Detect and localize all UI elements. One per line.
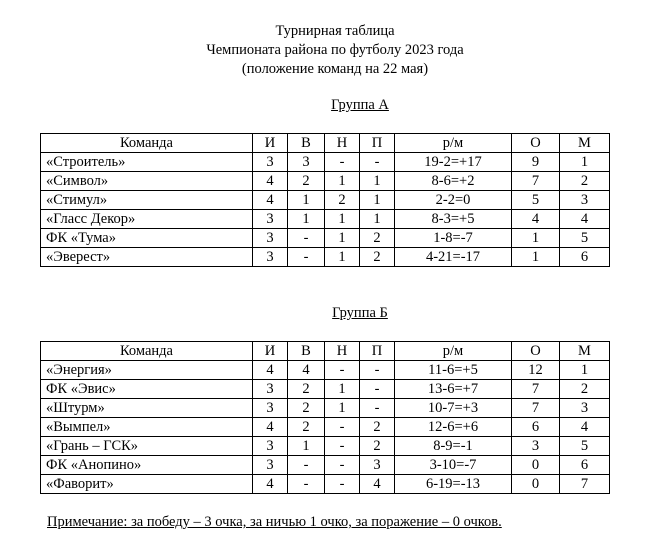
draws-cell: - <box>325 153 360 172</box>
table-row <box>41 380 610 399</box>
place-cell: 1 <box>560 153 610 172</box>
goals-cell: 19-2=+17 <box>395 153 512 172</box>
points-cell: 5 <box>512 191 560 210</box>
col-games: И <box>253 134 288 153</box>
games-cell: 3 <box>253 399 288 418</box>
wins-cell: 2 <box>288 172 325 191</box>
table-row <box>41 399 610 418</box>
place-cell: 1 <box>560 361 610 380</box>
col-goals: р/м <box>395 342 512 361</box>
draws-cell: 1 <box>325 172 360 191</box>
points-cell: 12 <box>512 361 560 380</box>
goals-cell: 4-21=-17 <box>395 248 512 267</box>
place-cell: 6 <box>560 456 610 475</box>
place-cell: 2 <box>560 380 610 399</box>
team-cell: «Строитель» <box>41 153 253 172</box>
wins-cell: - <box>288 229 325 248</box>
losses-cell: - <box>360 399 395 418</box>
points-cell: 4 <box>512 210 560 229</box>
goals-cell: 8-9=-1 <box>395 437 512 456</box>
points-cell: 3 <box>512 437 560 456</box>
games-cell: 3 <box>253 456 288 475</box>
games-cell: 3 <box>253 210 288 229</box>
draws-cell: - <box>325 437 360 456</box>
wins-cell: 1 <box>288 437 325 456</box>
table-row <box>41 437 610 456</box>
goals-cell: 2-2=0 <box>395 191 512 210</box>
games-cell: 4 <box>253 418 288 437</box>
games-cell: 3 <box>253 153 288 172</box>
group-b-heading: Группа Б <box>332 305 388 321</box>
col-place: М <box>560 342 610 361</box>
wins-cell: - <box>288 475 325 494</box>
losses-cell: 2 <box>360 418 395 437</box>
title-line-3: (положение команд на 22 мая) <box>241 61 429 77</box>
losses-cell: 1 <box>360 210 395 229</box>
games-cell: 3 <box>253 229 288 248</box>
wins-cell: 3 <box>288 153 325 172</box>
team-cell: «Стимул» <box>41 191 253 210</box>
team-cell: «Фаворит» <box>41 475 253 494</box>
goals-cell: 6-19=-13 <box>395 475 512 494</box>
goals-cell: 10-7=+3 <box>395 399 512 418</box>
table-row <box>41 172 610 191</box>
losses-cell: - <box>360 153 395 172</box>
table-row <box>41 248 610 267</box>
draws-cell: 1 <box>325 248 360 267</box>
table-row <box>41 361 610 380</box>
col-games: И <box>253 342 288 361</box>
place-cell: 4 <box>560 418 610 437</box>
table-row <box>41 153 610 172</box>
goals-cell: 8-3=+5 <box>395 210 512 229</box>
team-cell: «Эверест» <box>41 248 253 267</box>
games-cell: 3 <box>253 437 288 456</box>
games-cell: 3 <box>253 248 288 267</box>
draws-cell: - <box>325 456 360 475</box>
group-a-heading: Группа А <box>331 97 389 113</box>
col-points: О <box>512 134 560 153</box>
col-wins: В <box>288 342 325 361</box>
table-row <box>41 229 610 248</box>
place-cell: 3 <box>560 191 610 210</box>
table-row <box>41 210 610 229</box>
place-cell: 2 <box>560 172 610 191</box>
points-cell: 0 <box>512 456 560 475</box>
goals-cell: 3-10=-7 <box>395 456 512 475</box>
points-cell: 6 <box>512 418 560 437</box>
points-cell: 7 <box>512 380 560 399</box>
title-line-2: Чемпионата района по футболу 2023 года <box>206 42 464 58</box>
table-row <box>41 475 610 494</box>
table-row <box>41 191 610 210</box>
goals-cell: 11-6=+5 <box>395 361 512 380</box>
wins-cell: 2 <box>288 399 325 418</box>
draws-cell: 1 <box>325 399 360 418</box>
wins-cell: 2 <box>288 418 325 437</box>
table-header-row <box>41 342 610 361</box>
col-team: Команда <box>41 342 253 361</box>
place-cell: 6 <box>560 248 610 267</box>
table-row <box>41 418 610 437</box>
draws-cell: 1 <box>325 210 360 229</box>
table-row <box>41 456 610 475</box>
draws-cell: 1 <box>325 380 360 399</box>
place-cell: 5 <box>560 437 610 456</box>
title-line-1: Турнирная таблица <box>275 23 395 39</box>
scoring-note: Примечание: за победу – 3 очка, за ничью 1 очко, за поражение – 0 очков. <box>47 514 502 530</box>
games-cell: 4 <box>253 172 288 191</box>
wins-cell: 4 <box>288 361 325 380</box>
team-cell: «Символ» <box>41 172 253 191</box>
col-points: О <box>512 342 560 361</box>
wins-cell: 2 <box>288 380 325 399</box>
team-cell: «Штурм» <box>41 399 253 418</box>
wins-cell: - <box>288 248 325 267</box>
wins-cell: 1 <box>288 191 325 210</box>
points-cell: 7 <box>512 172 560 191</box>
losses-cell: - <box>360 380 395 399</box>
place-cell: 5 <box>560 229 610 248</box>
col-goals: р/м <box>395 134 512 153</box>
team-cell: «Гласс Декор» <box>41 210 253 229</box>
col-team: Команда <box>41 134 253 153</box>
team-cell: ФК «Эвис» <box>41 380 253 399</box>
place-cell: 7 <box>560 475 610 494</box>
place-cell: 4 <box>560 210 610 229</box>
goals-cell: 13-6=+7 <box>395 380 512 399</box>
points-cell: 7 <box>512 399 560 418</box>
losses-cell: 3 <box>360 456 395 475</box>
games-cell: 4 <box>253 361 288 380</box>
team-cell: «Вымпел» <box>41 418 253 437</box>
draws-cell: - <box>325 475 360 494</box>
losses-cell: 2 <box>360 248 395 267</box>
games-cell: 3 <box>253 380 288 399</box>
losses-cell: 2 <box>360 437 395 456</box>
team-cell: ФК «Тума» <box>41 229 253 248</box>
wins-cell: 1 <box>288 210 325 229</box>
losses-cell: 1 <box>360 191 395 210</box>
place-cell: 3 <box>560 399 610 418</box>
draws-cell: - <box>325 418 360 437</box>
group-a-table <box>40 133 610 267</box>
losses-cell: 4 <box>360 475 395 494</box>
points-cell: 1 <box>512 229 560 248</box>
team-cell: «Энергия» <box>41 361 253 380</box>
points-cell: 9 <box>512 153 560 172</box>
col-draws: Н <box>325 342 360 361</box>
wins-cell: - <box>288 456 325 475</box>
draws-cell: - <box>325 361 360 380</box>
points-cell: 0 <box>512 475 560 494</box>
games-cell: 4 <box>253 475 288 494</box>
col-draws: Н <box>325 134 360 153</box>
col-wins: В <box>288 134 325 153</box>
team-cell: ФК «Анопино» <box>41 456 253 475</box>
draws-cell: 2 <box>325 191 360 210</box>
group-b-table <box>40 341 610 494</box>
draws-cell: 1 <box>325 229 360 248</box>
losses-cell: - <box>360 361 395 380</box>
goals-cell: 1-8=-7 <box>395 229 512 248</box>
col-losses: П <box>360 342 395 361</box>
col-place: М <box>560 134 610 153</box>
table-header-row <box>41 134 610 153</box>
document-title <box>0 22 670 79</box>
points-cell: 1 <box>512 248 560 267</box>
team-cell: «Грань – ГСК» <box>41 437 253 456</box>
goals-cell: 12-6=+6 <box>395 418 512 437</box>
losses-cell: 1 <box>360 172 395 191</box>
col-losses: П <box>360 134 395 153</box>
goals-cell: 8-6=+2 <box>395 172 512 191</box>
losses-cell: 2 <box>360 229 395 248</box>
games-cell: 4 <box>253 191 288 210</box>
